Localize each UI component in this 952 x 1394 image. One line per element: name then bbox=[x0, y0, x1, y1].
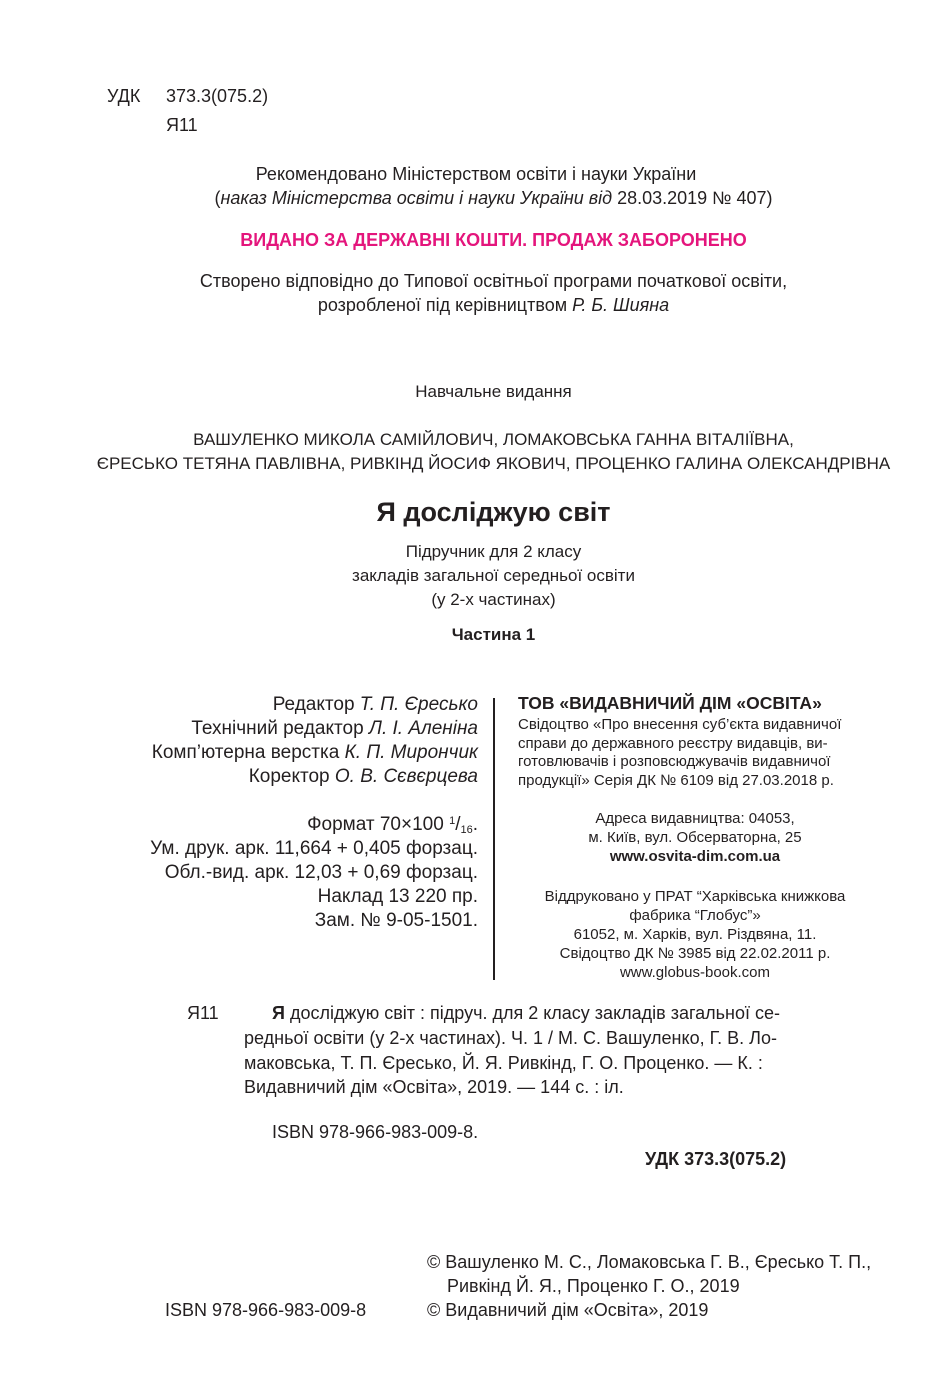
printer-line: Віддруковано у ПРАТ “Харківська книжкова bbox=[544, 888, 846, 905]
udk-code: 373.3(075.2) bbox=[166, 86, 269, 106]
printer-line: фабрика “Глобус”» bbox=[629, 907, 761, 924]
printer-line: 61052, м. Харків, вул. Різдвяна, 11. bbox=[573, 926, 817, 943]
column-divider bbox=[493, 698, 495, 980]
spec-order-number: Зам. № 9-05-1501. bbox=[314, 910, 478, 931]
catalog-line-1 bbox=[272, 1003, 780, 1024]
staff-name: К. П. Мирончик bbox=[344, 742, 478, 763]
book-title: Я досліджую світ bbox=[376, 497, 611, 527]
paren-open: ( bbox=[214, 188, 221, 208]
printer-website: www.globus-book.com bbox=[619, 964, 771, 981]
edition-type: Навчальне видання bbox=[415, 382, 572, 401]
catalog-title-initial: Я bbox=[272, 1003, 285, 1023]
format-prefix: Формат 70×100 bbox=[307, 814, 450, 835]
format-denominator: 16 bbox=[460, 824, 473, 836]
program-text: розробленої під керівництвом bbox=[317, 295, 573, 315]
staff-role: Комп’ютерна верстка bbox=[151, 742, 345, 763]
format-end: . bbox=[472, 814, 478, 835]
staff-editor bbox=[60, 694, 478, 718]
spec-publication-sheets: Обл.-вид. арк. 12,03 + 0,69 форзац. bbox=[164, 862, 478, 883]
spec-print-run: Наклад 13 220 пр. bbox=[317, 886, 478, 907]
printer-block bbox=[505, 888, 885, 983]
format-slash: / bbox=[455, 814, 461, 835]
part-number: Частина 1 bbox=[451, 625, 536, 644]
publisher-cert-line: продукції» Серія ДК № 6109 від 27.03.2018 р. bbox=[518, 771, 834, 789]
recommendation-line-2 bbox=[0, 188, 952, 209]
specs-block bbox=[60, 814, 478, 934]
staff-role: Технічний редактор bbox=[191, 718, 369, 739]
program-line-1: Створено відповідно до Типової освітньої програми початкової освіти, bbox=[199, 271, 788, 291]
staff-block bbox=[60, 694, 478, 790]
address-line: Адреса видавництва: 04053, bbox=[595, 810, 795, 827]
address-line: м. Київ, вул. Обсерваторна, 25 bbox=[588, 829, 802, 846]
recommendation-line-1: Рекомендовано Міністерством освіти і науки України bbox=[255, 164, 697, 184]
free-distribution-warning: ВИДАНО ЗА ДЕРЖАВНІ КОШТИ. ПРОДАЖ ЗАБОРОНЕНО bbox=[240, 230, 747, 250]
footer-isbn: ISBN 978-966-983-009-8 bbox=[165, 1300, 367, 1320]
address-block bbox=[505, 810, 885, 867]
library-index: Я11 bbox=[166, 115, 198, 135]
publisher-cert-line: справи до державного реєстру видавців, ви- bbox=[518, 734, 828, 752]
spec-format bbox=[60, 814, 478, 838]
catalog-udk: УДК 373.3(075.2) bbox=[645, 1149, 787, 1169]
staff-technical-editor bbox=[60, 718, 478, 742]
spec-print-sheets: Ум. друк. арк. 11,664 + 0,405 форзац. bbox=[150, 838, 478, 859]
subtitle-line-2: закладів загальної середньої освіти bbox=[352, 566, 635, 585]
order-reference: наказ Міністерства освіти і науки України від bbox=[220, 188, 613, 208]
udk-label: УДК bbox=[107, 86, 141, 106]
publisher-cert-line: готовлювачів і розповсюджувачів видавничої bbox=[518, 753, 831, 770]
subtitle-line-3: (у 2-х частинах) bbox=[431, 590, 556, 609]
publisher-website: www.osvita-dim.com.ua bbox=[609, 848, 781, 865]
staff-name: Л. І. Аленіна bbox=[368, 718, 478, 739]
program-line-2 bbox=[0, 295, 952, 316]
publisher-name: ТОВ «ВИДАВНИЧИЙ ДІМ «ОСВІТА» bbox=[518, 693, 822, 713]
authors-line-2: ЄРЕСЬКО ТЕТЯНА ПАВЛІВНА, РИВКІНД ЙОСИФ ЯКОВИЧ, ПРОЦЕНКО ГАЛИНА ОЛЕКСАНДРІВНА bbox=[96, 454, 891, 473]
catalog-title-rest: досліджую світ : підруч. для 2 класу закладів загальної се- bbox=[284, 1003, 781, 1023]
catalog-line-3: маковська, Т. П. Єресько, Й. Я. Ривкінд, Г. О. Проценко. — К. : bbox=[244, 1053, 763, 1073]
catalog-isbn: ISBN 978-966-983-009-8. bbox=[272, 1122, 479, 1142]
copyright-line-2: Ривкінд Й. Я., Проценко Г. О., 2019 bbox=[447, 1276, 740, 1296]
staff-name: О. В. Сєвєрцева bbox=[334, 766, 478, 787]
staff-proofreader bbox=[60, 766, 478, 790]
staff-layout bbox=[60, 742, 478, 766]
order-date-number: 28.03.2019 № 407) bbox=[612, 188, 773, 208]
publisher-block bbox=[518, 693, 878, 790]
copyright-line-3: © Видавничий дім «Освіта», 2019 bbox=[427, 1300, 709, 1320]
catalog-line-2: редньої освіти (у 2-х частинах). Ч. 1 / М. С. Вашуленко, Г. В. Ло- bbox=[244, 1028, 777, 1048]
staff-name: Т. П. Єресько bbox=[359, 694, 478, 715]
catalog-index: Я11 bbox=[187, 1003, 219, 1023]
staff-role: Редактор bbox=[272, 694, 360, 715]
format-numerator: 1 bbox=[449, 815, 456, 827]
authors-line-1: ВАШУЛЕНКО МИКОЛА САМІЙЛОВИЧ, ЛОМАКОВСЬКА ГАННА ВІТАЛІЇВНА, bbox=[193, 430, 794, 449]
printer-line: Свідоцтво ДК № 3985 від 22.02.2011 р. bbox=[559, 945, 831, 962]
copyright-line-1: © Вашуленко М. С., Ломаковська Г. В., Єресько Т. П., bbox=[427, 1252, 872, 1272]
subtitle-line-1: Підручник для 2 класу bbox=[405, 542, 582, 561]
staff-role: Коректор bbox=[248, 766, 335, 787]
catalog-line-4: Видавничий дім «Освіта», 2019. — 144 с. : іл. bbox=[244, 1077, 624, 1097]
program-supervisor: Р. Б. Шияна bbox=[572, 295, 670, 315]
publisher-cert-line: Свідоцтво «Про внесення суб’єкта видавничої bbox=[518, 716, 842, 733]
